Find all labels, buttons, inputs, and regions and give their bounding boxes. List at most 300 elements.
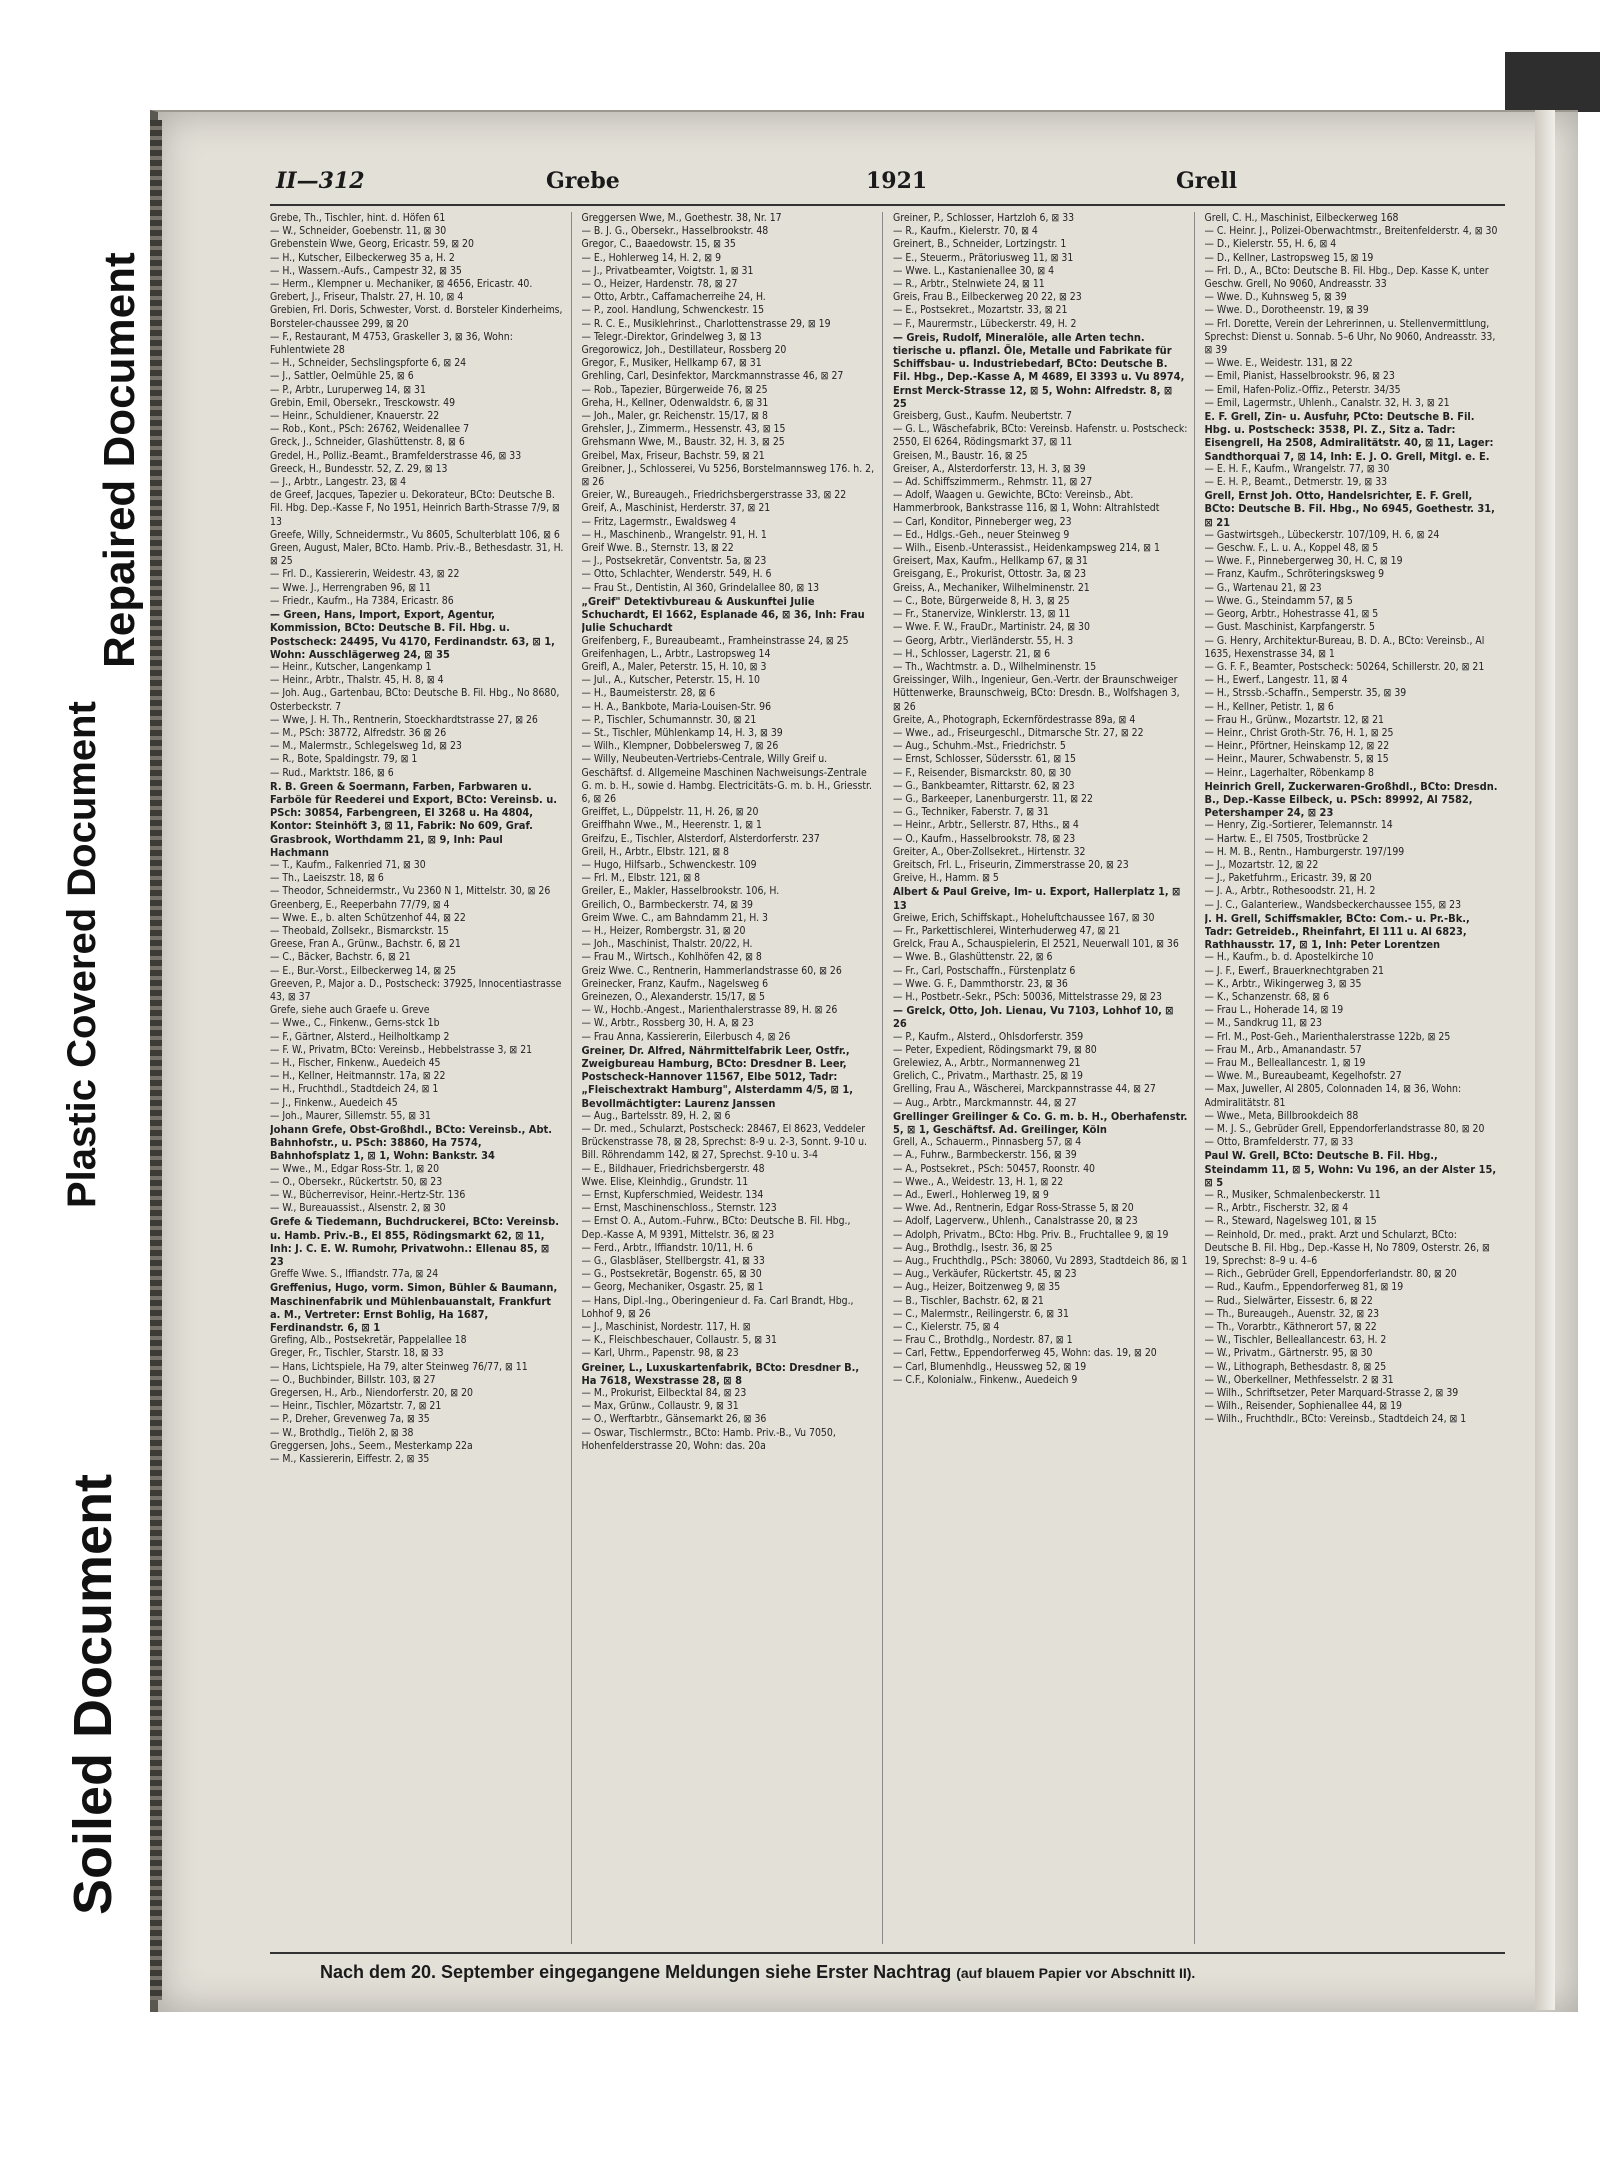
directory-entry: — B., Tischler, Bachstr. 62, ⊠ 21: [893, 1294, 1044, 1307]
directory-entry: Grell, Ernst Joh. Otto, Handelsrichter, E. F. Grell, BCto: Deutsche B. Fil. Hbg., No 6945, Goethestr. 31, ⊠ 21: [1204, 489, 1495, 529]
directory-entry: — Geschw. F., L. u. A., Koppel 48, ⊠ 5: [1204, 542, 1379, 555]
directory-entry: — Hans, Dipl.-Ing., Oberingenieur d. Fa. Carl Brandt, Hbg., Lohhof 9, ⊠ 26: [581, 1294, 854, 1320]
directory-entry: — Carl, Fettw., Eppendorferweg 45, Wohn: das. 19, ⊠ 20: [893, 1347, 1157, 1360]
directory-entry: — Fritz, Lagermstr., Ewaldsweg 4: [581, 515, 737, 528]
directory-entry: — J. A., Arbtr., Rothesoodstr. 21, H. 2: [1204, 885, 1376, 898]
scanner-corner-bar: [1505, 52, 1600, 112]
directory-entry: — Heinr., Christ Groth-Str. 76, H. 1, ⊠ 25: [1204, 726, 1394, 739]
directory-entry: — Wwe. F., Pinnebergerweg 30, H. C, ⊠ 19: [1204, 555, 1403, 568]
directory-column-3: [893, 212, 1195, 1944]
directory-entry: Greif, A., Maschinist, Herderstr. 37, ⊠ 21: [581, 502, 771, 515]
directory-entry: — Oswar, Tischlermstr., BCto: Hamb. Priv.-B., Vu 7050, Hohenfelderstrasse 20, Wohn: das. 20a: [581, 1426, 836, 1452]
directory-entry: — Georg, Mechaniker, Osgastr. 25, ⊠ 1: [581, 1281, 764, 1294]
directory-entry: Greisen, M., Baustr. 16, ⊠ 25: [893, 449, 1028, 462]
directory-entry: — Aug., Arbtr., Marckmannstr. 44, ⊠ 27: [893, 1096, 1077, 1109]
directory-entry: Greiner, L., Luxuskartenfabrik, BCto: Dresdner B., Ha 7618, Wexstrasse 28, ⊠ 8: [581, 1360, 860, 1387]
directory-entry: Greilich, O., Barmbeckerstr. 74, ⊠ 39: [581, 898, 753, 911]
header-right-name: Grell: [1176, 168, 1238, 194]
directory-entry: — Wilh., Fruchthdlr., BCto: Vereinsb., Stadtdeich 24, ⊠ 1: [1204, 1413, 1467, 1426]
directory-entry: Grell, C. H., Maschinist, Eilbeckerweg 168: [1204, 212, 1399, 224]
directory-entry: — C., Malermstr., Reilingerstr. 6, ⊠ 31: [893, 1307, 1069, 1320]
directory-entry: — Frau L., Hoherade 14, ⊠ 19: [1204, 1004, 1344, 1017]
directory-entry: — W., Bureauassist., Alsenstr. 2, ⊠ 30: [270, 1202, 446, 1215]
binding-edge: [150, 120, 162, 2000]
directory-entry: — Gust. Maschinist, Karpfangerstr. 5: [1204, 621, 1376, 634]
directory-entry: — Max, Juweller, Al 2805, Colonnaden 14, ⊠ 36, Wohn: Admiralitätstr. 81: [1204, 1083, 1462, 1109]
directory-entry: Greeven, P., Major a. D., Postscheck: 37925, Innocentiastrasse 43, ⊠ 37: [270, 977, 562, 1003]
directory-entry: — E. H. F., Kaufm., Wrangelstr. 77, ⊠ 30: [1204, 462, 1390, 475]
directory-entry: Grelewiez, A., Arbtr., Normannenweg 21: [893, 1057, 1081, 1069]
directory-entry: — Ad. Schiffszimmerm., Rehmstr. 11, ⊠ 27: [893, 476, 1093, 489]
directory-entry: Greisberg, Gust., Kaufm. Neubertstr. 7: [893, 410, 1073, 423]
directory-entry: — K., Fleischbeschauer, Collaustr. 5, ⊠ 31: [581, 1334, 777, 1347]
directory-entry: — A., Fuhrw., Barmbeckerstr. 156, ⊠ 39: [893, 1149, 1077, 1162]
directory-entry: — Joh., Maurer, Sillemstr. 55, ⊠ 31: [270, 1109, 431, 1122]
directory-entry: — H. A., Bankbote, Maria-Louisen-Str. 96: [581, 700, 772, 713]
directory-entry: — Heinr., Arbtr., Sellerstr. 87, Hths., ⊠ 4: [893, 819, 1079, 832]
directory-entry: Greiss, A., Mechaniker, Wilhelminenstr. 21: [893, 581, 1090, 594]
directory-entry: — Wwe., C., Finkenw., Gerns-stck 1b: [270, 1017, 440, 1030]
directory-entry: Greiffhahn Wwe., M., Heerenstr. 1, ⊠ 1: [581, 819, 762, 832]
directory-entry: — Wwe. F. W., FrauDr., Martinistr. 24, ⊠ 30: [893, 621, 1090, 634]
directory-entry: — Friedr., Kaufm., Ha 7384, Ericastr. 86: [270, 594, 454, 607]
directory-entry: — Frau M., Arb., Amanandastr. 57: [1204, 1043, 1362, 1056]
directory-entry: — Fr., Stanervize, Winklerstr. 13, ⊠ 11: [893, 608, 1071, 621]
directory-entry: — H., Kellner, Petistr. 1, ⊠ 6: [1204, 700, 1334, 713]
directory-entry: — Theobald, Zollsekr., Bismarckstr. 15: [270, 924, 449, 937]
directory-entry: — Wwe. Ad., Rentnerin, Edgar Ross-Strasse 5, ⊠ 20: [893, 1202, 1134, 1215]
directory-entry: — O., Buchbinder, Billstr. 103, ⊠ 27: [270, 1373, 436, 1386]
directory-entry: — Aug., Fruchthdlg., PSch: 38060, Vu 2893, Stadtdeich 86, ⊠ 1: [893, 1255, 1188, 1268]
directory-entry: — St., Tischler, Mühlenkamp 14, H. 3, ⊠ 39: [581, 726, 783, 739]
directory-entry: Grehsler, J., Zimmerm., Hessenstr. 43, ⊠ 15: [581, 423, 786, 436]
directory-entry: — T., Kaufm., Falkenried 71, ⊠ 30: [270, 858, 426, 871]
directory-entry: — Wwe. G. F., Dammthorstr. 23, ⊠ 36: [893, 977, 1068, 990]
directory-entry: — F., Restaurant, M 4753, Graskeller 3, ⊠ 36, Wohn: Fuhlentwiete 28: [270, 330, 513, 357]
directory-entry: — Frau H., Grünw., Mozartstr. 12, ⊠ 21: [1204, 713, 1384, 726]
plastic-covered-document-label: Plastic Covered Document: [60, 701, 104, 1208]
repaired-document-label: Repaired Document: [95, 252, 144, 668]
directory-entry: E. F. Grell, Zin- u. Ausfuhr, PCto: Deutsche B. Fil. Hbg. u. Postscheck: 3538, Pl. Z., Sitz a. Tadr: Eisengrell, Ha 2508, Admiralitätstr. 40, ⊠ 11, Lager: Sandthorquai 7, ⊠ 14, Inh: E. J. O. Grell, Mitgl. e. E.: [1204, 410, 1494, 463]
directory-entry: — E., Bildhauer, Friedrichsbergerstr. 48: [581, 1162, 765, 1175]
directory-entry: „Greif" Detektivbureau & Auskunftei Julie Schuchardt, El 1662, Esplanade 46, ⊠ 36, Inh: Frau Julie Schuchardt: [581, 594, 865, 635]
directory-entry: — M., Kassiererin, Eiffestr. 2, ⊠ 35: [270, 1453, 430, 1466]
directory-entry: Greiner, P., Schlosser, Hartzloh 6, ⊠ 33: [893, 212, 1075, 224]
directory-entry: — Heinr., Arbtr., Thalstr. 45, H. 8, ⊠ 4: [270, 674, 444, 687]
directory-entry: — E., Postsekret., Mozartstr. 33, ⊠ 21: [893, 304, 1068, 317]
directory-entry: — P., zool. Handlung, Schwenckestr. 15: [581, 304, 765, 317]
directory-entry: — H., Fruchthdl., Stadtdeich 24, ⊠ 1: [270, 1083, 439, 1096]
directory-entry: — Frau M., Wirtsch., Kohlhöfen 42, ⊠ 8: [581, 951, 762, 964]
directory-entry: Grell, A., Schauerm., Pinnasberg 57, ⊠ 4: [893, 1136, 1082, 1149]
directory-entry: — J., Arbtr., Langestr. 23, ⊠ 4: [270, 476, 407, 489]
directory-entry: Grefe, siehe auch Graefe u. Greve: [270, 1004, 430, 1017]
directory-entry: — G. L., Wäschefabrik, BCto: Vereinsb. Hafenstr. u. Postscheck: 2550, El 6264, Rödingsmarkt 37, ⊠ 11: [893, 423, 1188, 449]
directory-entry: Gregor, C., Baaedowstr. 15, ⊠ 35: [581, 238, 736, 251]
directory-entry: Albert & Paul Greive, Im- u. Export, Hallerplatz 1, ⊠ 13: [893, 885, 1181, 912]
directory-entry: — G., Barkeeper, Lanenburgerstr. 11, ⊠ 22: [893, 792, 1093, 805]
directory-entry: Grehsmann Wwe, M., Baustr. 32, H. 3, ⊠ 25: [581, 436, 785, 449]
directory-entry: — Gastwirtsgeh., Lübeckerstr. 107/109, H. 6, ⊠ 24: [1204, 528, 1440, 541]
directory-entry: — Theodor, Schneidermstr., Vu 2360 N 1, Mittelstr. 30, ⊠ 26: [270, 885, 551, 898]
directory-entry: — Otto, Schlachter, Wenderstr. 549, H. 6: [581, 568, 772, 581]
directory-entry: — Frl. M., Elbstr. 121, ⊠ 8: [581, 872, 701, 885]
directory-entry: Greifenhagen, L., Arbtr., Lastropsweg 14: [581, 647, 771, 660]
directory-entry: — Ed., Hdlgs.-Geh., neuer Steinweg 9: [893, 528, 1070, 541]
directory-entry: Greiter, A., Ober-Zollsekret., Hirtenstr. 32: [893, 845, 1086, 858]
directory-entry: — Wwe. E., Weidestr. 131, ⊠ 22: [1204, 357, 1353, 370]
directory-entry: — K., Arbtr., Wikingerweg 3, ⊠ 35: [1204, 977, 1362, 990]
directory-entry: — Otto, Arbtr., Caffamacherreihe 24, H.: [581, 291, 766, 304]
directory-entry: — Grelck, Otto, Joh. Lienau, Vu 7103, Lohhof 10, ⊠ 26: [893, 1004, 1174, 1031]
directory-entry: — C.F., Kolonialw., Finkenw., Auedeich 9: [893, 1373, 1078, 1386]
directory-entry: — Aug., Verkäufer, Rückertstr. 45, ⊠ 23: [893, 1268, 1077, 1281]
directory-entry: de Greef, Jacques, Tapezier u. Dekorateur, BCto: Deutsche B. Fil. Hbg. Dep.-Kasse F, No 1951, Heinrich Barth-Strasse 7/9, ⊠ 13: [270, 489, 560, 528]
directory-entry: — E., Hohlerweg 14, H. 2, ⊠ 9: [581, 251, 722, 264]
directory-entry: Greier, W., Bureaugeh., Friedrichsbergerstrasse 33, ⊠ 22: [581, 489, 847, 502]
directory-column-4: [1205, 212, 1506, 1944]
directory-entry: — O., Obersekr., Rückertstr. 50, ⊠ 23: [270, 1175, 443, 1188]
directory-entry: Green, August, Maler, BCto. Hamb. Priv.-B., Bethesdastr. 31, H. ⊠ 25: [270, 542, 564, 568]
directory-entry: Grefing, Alb., Postsekretär, Pappelallee 18: [270, 1334, 467, 1347]
directory-entry: Greifenberg, F., Bureaubeamt., Framheinstrasse 24, ⊠ 25: [581, 634, 849, 647]
directory-entry: — G., Wartenau 21, ⊠ 23: [1204, 581, 1322, 594]
directory-entry: — Otto, Bramfelderstr. 77, ⊠ 33: [1204, 1136, 1354, 1149]
directory-entry: — G., Glasbläser, Stellbergstr. 41, ⊠ 33: [581, 1255, 765, 1268]
directory-entry: J. H. Grell, Schiffsmakler, BCto: Com.- u. Pr.-Bk., Tadr: Getreideb., Rheinfahrt, El 111 u. Al 6823, Rathhausstr. 17, ⊠ 1, Inh: Peter Lorentzen: [1204, 911, 1470, 952]
directory-entry: — Peter, Expedient, Rödingsmarkt 79, ⊠ 80: [893, 1043, 1097, 1056]
directory-entry: — C. Heinr. J., Polizei-Oberwachtmstr., Breitenfelderstr. 4, ⊠ 30: [1204, 225, 1498, 238]
directory-entry: Greiz Wwe. C., Rentnerin, Hammerlandstrasse 60, ⊠ 26: [581, 964, 842, 977]
directory-entry: Greiwe, Erich, Schiffskapt., Hoheluftchaussee 167, ⊠ 30: [893, 911, 1155, 924]
directory-entry: — M., Malermstr., Schlegelsweg 1d, ⊠ 23: [270, 740, 462, 753]
header-rule: [270, 204, 1505, 206]
directory-entry: — H., Maschinenb., Wrangelstr. 91, H. 1: [581, 528, 767, 541]
directory-entry: — Ernst, Maschinenschloss., Sternstr. 123: [581, 1202, 777, 1215]
directory-entry: — C., Kielerstr. 75, ⊠ 4: [893, 1321, 1000, 1334]
directory-entry: — Telegr.-Direktor, Grindelweg 3, ⊠ 13: [581, 330, 762, 343]
directory-entry: — Rud., Marktstr. 186, ⊠ 6: [270, 766, 394, 779]
directory-entry: Grebin, Emil, Obersekr., Tresckowstr. 49: [270, 396, 456, 409]
directory-entry: — M., Prokurist, Eilbecktal 84, ⊠ 23: [581, 1387, 747, 1400]
directory-entry: — H., Ewerf., Langestr. 11, ⊠ 4: [1204, 674, 1348, 687]
directory-entry: — G., Postsekretär, Bogenstr. 65, ⊠ 30: [581, 1268, 762, 1281]
directory-entry: — F., Gärtner, Alsterd., Heilholtkamp 2: [270, 1030, 450, 1043]
directory-entry: — Wwe. E., b. alten Schützenhof 44, ⊠ 22: [270, 911, 466, 924]
directory-entry: — Frl. D., A., BCto: Deutsche B. Fil. Hbg., Dep. Kasse K, unter Geschw. Grell, No 9060, Andreasstr. 33: [1204, 264, 1489, 291]
directory-entry: — H., Kellner, Heitmannstr. 17a, ⊠ 22: [270, 1070, 446, 1083]
directory-entry: — Carl, Blumenhdlg., Heussweg 52, ⊠ 19: [893, 1360, 1087, 1373]
directory-entry: — E., Bur.-Vorst., Eilbeckerweg 14, ⊠ 25: [270, 964, 457, 977]
directory-entry: — J., Postsekretär, Conventstr. 5a, ⊠ 23: [581, 555, 767, 568]
directory-entry: — Frau Anna, Kassiererin, Eilerbusch 4, ⊠ 26: [581, 1030, 791, 1043]
directory-entry: Greck, J., Schneider, Glashüttenstr. 8, ⊠ 6: [270, 436, 465, 449]
directory-entry: — Wwe. G., Steindamm 57, ⊠ 5: [1204, 594, 1353, 607]
directory-entry: — Greis, Rudolf, Mineralöle, alle Arten techn. tierische u. pflanzl. Öle, Metalle und Fabrikate für Schiffsbau- u. Industriebedarf, BCto: Deutsche B. Fil. Hbg., Dep.-Kasse A, M 4689, El 3393 u. Vu 8974, Ernst Merck-Strasse 12, ⊠ 5, Wohn: Alfredstr. 8, ⊠ 25: [893, 330, 1185, 410]
directory-entry: — H., Fischer, Finkenw., Auedeich 45: [270, 1057, 441, 1069]
directory-entry: — Rud., Sielwärter, Eissestr. 6, ⊠ 22: [1204, 1294, 1373, 1307]
directory-entry: — Th., Vorarbtr., Käthnerort 57, ⊠ 22: [1204, 1321, 1377, 1334]
directory-entry: — F., Reisender, Bismarckstr. 80, ⊠ 30: [893, 766, 1072, 779]
directory-entry: — W., Brothdlg., Tielöh 2, ⊠ 38: [270, 1426, 414, 1439]
directory-entry: — Aug., Heizer, Boitzenweg 9, ⊠ 35: [893, 1281, 1061, 1294]
directory-entry: Grelling, Frau A., Wäscherei, Marckpannstrasse 44, ⊠ 27: [893, 1083, 1156, 1096]
directory-entry: — Willy, Neubeuten-Vertriebs-Centrale, Willy Greif u. Geschäftsf. d. Allgemeine Maschinen Nachweisungs-Zentrale G. m. b. H., sowie d. Hambg. Electricitäts-G. m. b. H., Griesstr. 6, ⊠ 26: [581, 753, 872, 805]
directory-entry: — Ernst, Schlosser, Südersstr. 61, ⊠ 15: [893, 753, 1077, 766]
directory-entry: — P., Dreher, Grevenweg 7a, ⊠ 35: [270, 1413, 430, 1426]
directory-entry: — M. J. S., Gebrüder Grell, Eppendorferlandstrasse 80, ⊠ 20: [1204, 1123, 1485, 1136]
directory-entry: — B. J. G., Obersekr., Hasselbrookstr. 48: [581, 225, 769, 238]
directory-entry: — Wilh., Schriftsetzer, Peter Marquard-Strasse 2, ⊠ 39: [1204, 1387, 1459, 1400]
directory-entry: Johann Grefe, Obst-Großhdl., BCto: Vereinsb., Abt. Bahnhofstr., u. PSch: 38860, Ha 7574, Bahnhofsplatz 1, ⊠ 1, Wohn: Bankstr. 34: [270, 1123, 553, 1163]
directory-entry: — W., Privatm., Gärtnerstr. 95, ⊠ 30: [1204, 1347, 1373, 1360]
directory-entry: Greiffet, L., Düppelstr. 11, H. 26, ⊠ 20: [581, 806, 759, 819]
directory-entry: — Dr. med., Schularzt, Postscheck: 28467, El 8623, Veddeler Brückenstrasse 78, ⊠ 28, Sprechst: 8-9 u. 2-3, Sonnt. 9-10 u. Bill. Röhrendamm 142, ⊠ 27, Sprechst. 9-10 u. 3-4: [581, 1123, 867, 1162]
directory-entry: — G., Bankbeamter, Rittarstr. 62, ⊠ 23: [893, 779, 1075, 792]
directory-entry: Greim Wwe. C., am Bahndamm 21, H. 3: [581, 911, 768, 924]
directory-entry: Grebien, Frl. Doris, Schwester, Vorst. d. Borsteler Kinderheims, Borsteler-chaussee 299, ⊠ 20: [270, 304, 563, 330]
directory-entry: Grebenstein Wwe, Georg, Ericastr. 59, ⊠ 20: [270, 238, 474, 251]
directory-entry: Heinrich Grell, Zuckerwaren-Großhdl., BCto: Dresdn. B., Dep.-Kasse Eilbeck, u. PSch: 89992, Al 7582, Petershamper 24, ⊠ 23: [1204, 779, 1498, 820]
directory-entry: — Franz, Kaufm., Schröteringsksweg 9: [1204, 568, 1385, 581]
page-edge: [1535, 110, 1555, 2010]
directory-entry: — Reinhold, Dr. med., prakt. Arzt und Schularzt, BCto: Deutsche B. Fil. Hbg., Dep.-Kasse H, No 7809, Osterstr. 26, ⊠ 19, Sprechst: 8–9 u. 4–6: [1204, 1228, 1490, 1268]
directory-entry: — Adolf, Lagerverw., Uhlenh., Canalstrasse 20, ⊠ 23: [893, 1215, 1138, 1228]
directory-entry: — H., Kaufm., b. d. Apostelkirche 10: [1204, 951, 1374, 964]
directory-entry: — Joh., Maschinist, Thalstr. 20/22, H.: [581, 938, 753, 951]
directory-entry: — Jul., A., Kutscher, Peterstr. 15, H. 10: [581, 674, 760, 687]
directory-entry: — Ferd., Arbtr., Iffiandstr. 10/11, H. 6: [581, 1241, 753, 1254]
directory-entry: — Aug., Bartelsstr. 89, H. 2, ⊠ 6: [581, 1109, 731, 1122]
directory-entry: — Ernst O. A., Autom.-Fuhrw., BCto: Deutsche B. Fil. Hbg., Dep.-Kasse A, M 9391, Mittelstr. 36, ⊠ 23: [581, 1215, 851, 1241]
directory-entry: — Green, Hans, Import, Export, Agentur, Kommission, BCto: Deutsche B. Fil. Hbg. u. Postscheck: 24495, Vu 4170, Ferdinandstr. 63, ⊠ 1, Wohn: Ausschlägerweg 24, ⊠ 35: [270, 608, 555, 661]
directory-entry: Gregor, F., Musiker, Hellkamp 67, ⊠ 31: [581, 357, 762, 370]
directory-entry: Greggersen Wwe, M., Goethestr. 38, Nr. 17: [581, 212, 782, 224]
directory-entry: Greha, H., Kellner, Odenwaldstr. 6, ⊠ 31: [581, 396, 769, 409]
header-left-name: Grebe: [546, 168, 620, 194]
directory-entry: — Frau St., Dentistin, Al 360, Grindelallee 80, ⊠ 13: [581, 581, 820, 594]
directory-entry: Greifl, A., Maler, Peterstr. 15, H. 10, ⊠ 3: [581, 660, 767, 673]
directory-entry: — Emil, Lagermstr., Uhlenh., Canalstr. 32, H. 3, ⊠ 21: [1204, 396, 1450, 409]
directory-entry: — D., Kielerstr. 55, H. 6, ⊠ 4: [1204, 238, 1337, 251]
directory-entry: Greibner, J., Schlosserei, Vu 5256, Borstelmannsweg 176. h. 2, ⊠ 26: [581, 462, 875, 489]
directory-entry: — D., Kellner, Lastropsweg 15, ⊠ 19: [1204, 251, 1374, 264]
directory-entry: — E. H. P., Beamt., Detmerstr. 19, ⊠ 33: [1204, 476, 1388, 489]
directory-entry: — W., Lithograph, Bethesdastr. 8, ⊠ 25: [1204, 1360, 1387, 1373]
directory-entry: — Wwe. L., Kastanienallee 30, ⊠ 4: [893, 264, 1055, 277]
directory-entry: Greis, Frau B., Eilbeckerweg 20 22, ⊠ 23: [893, 291, 1082, 304]
directory-entry: — W., Arbtr., Rossberg 30, H. A, ⊠ 23: [581, 1017, 754, 1030]
directory-entry: Grebe, Th., Tischler, hint. d. Höfen 61: [270, 212, 446, 224]
directory-entry: — P., Tischler, Schumannstr. 30, ⊠ 21: [581, 713, 757, 726]
footer-main-text: Nach dem 20. September eingegangene Meldungen siehe Erster Nachtrag: [320, 1962, 952, 1982]
directory-entry: — F., Maurermstr., Lübeckerstr. 49, H. 2: [893, 317, 1077, 330]
page-number: II—312: [276, 168, 365, 194]
directory-entry: — W., Oberkellner, Methfesselstr. 2 ⊠ 31: [1204, 1373, 1394, 1386]
directory-entry: Greinezen, O., Alexanderstr. 15/17, ⊠ 5: [581, 990, 765, 1003]
directory-entry: Grebert, J., Friseur, Thalstr. 27, H. 10, ⊠ 4: [270, 291, 464, 304]
directory-entry: — J., Paketfuhrm., Ericastr. 39, ⊠ 20: [1204, 872, 1372, 885]
directory-entry: — R. C. E., Musiklehrinst., Charlottenstrasse 29, ⊠ 19: [581, 317, 831, 330]
directory-entry: — Wilh., Eisenb.-Unterassist., Heidenkampsweg 214, ⊠ 1: [893, 542, 1160, 555]
directory-entry: Greeck, H., Bundesstr. 52, Z. 29, ⊠ 13: [270, 462, 448, 475]
directory-entry: — Th., Wachtmstr. a. D., Wilhelminenstr. 15: [893, 660, 1097, 673]
directory-entry: Greil, H., Arbtr., Elbstr. 121, ⊠ 8: [581, 845, 729, 858]
directory-entry: — J., Finkenw., Auedeich 45: [270, 1096, 398, 1109]
directory-entry: — Wwe. D., Dorotheenstr. 19, ⊠ 39: [1204, 304, 1369, 317]
directory-entry: — Georg, Arbtr., Vierländerstr. 55, H. 3: [893, 634, 1074, 647]
footer-note: [320, 1962, 1480, 1983]
directory-entry: Greiser, A., Alsterdorferstr. 13, H. 3, ⊠ 39: [893, 462, 1086, 475]
directory-entry: — O., Kaufm., Hasselbrookstr. 78, ⊠ 23: [893, 832, 1076, 845]
directory-entry: — Joh. Aug., Gartenbau, BCto: Deutsche B. Fil. Hbg., No 8680, Osterbeckstr. 7: [270, 687, 560, 713]
directory-entry: — Heinr., Lagerhalter, Röbenkamp 8: [1204, 766, 1374, 779]
directory-entry: — Carl, Konditor, Pinneberger weg, 23: [893, 515, 1072, 528]
directory-entry: — J. C., Galanteriew., Wandsbeckerchaussee 155, ⊠ 23: [1204, 898, 1462, 911]
directory-entry: — Frl. D., Kassiererin, Weidestr. 43, ⊠ 22: [270, 568, 460, 581]
directory-entry: — E., Steuerm., Prätoriusweg 11, ⊠ 31: [893, 251, 1074, 264]
directory-column-2: [582, 212, 884, 1944]
directory-entry: Greenberg, E., Reeperbahn 77/79, ⊠ 4: [270, 898, 450, 911]
directory-entry: — Karl, Uhrm., Papenstr. 98, ⊠ 23: [581, 1347, 739, 1360]
directory-entry: — Wwe. J., Herrengraben 96, ⊠ 11: [270, 581, 431, 594]
directory-entry: Gregorowicz, Joh., Destillateur, Rossberg 20: [581, 344, 787, 357]
directory-entry: — Frau M., Belleallancestr. 1, ⊠ 19: [1204, 1057, 1366, 1069]
directory-entry: — W., Schneider, Goebenstr. 11, ⊠ 30: [270, 225, 447, 238]
directory-entry: — Heinr., Pförtner, Heinskamp 12, ⊠ 22: [1204, 740, 1390, 753]
directory-entry: — Rich., Gebrüder Grell, Eppendorferlandstr. 80, ⊠ 20: [1204, 1268, 1457, 1281]
directory-entry: — H., Strssb.-Schaffn., Semperstr. 35, ⊠ 39: [1204, 687, 1407, 700]
directory-entry: — H., Schlosser, Lagerstr. 21, ⊠ 6: [893, 647, 1051, 660]
directory-entry: — Heinr., Maurer, Schwabenstr. 5, ⊠ 15: [1204, 753, 1389, 766]
directory-entry: — Emil, Hafen-Poliz.-Offiz., Peterstr. 34/35: [1204, 383, 1401, 396]
directory-entry: Greinecker, Franz, Kaufm., Nagelsweg 6: [581, 977, 769, 990]
directory-entry: Greitsch, Frl. L., Friseurin, Zimmerstrasse 20, ⊠ 23: [893, 858, 1129, 871]
directory-entry: — A., Postsekret., PSch: 50457, Roonstr. 40: [893, 1162, 1095, 1175]
directory-entry: — Adolf, Waagen u. Gewichte, BCto: Vereinsb., Abt. Hammerbrook, Bankstrasse 116, ⊠ 1, Wohn: Altrahlstedt: [893, 489, 1160, 515]
directory-entry: Greiner, Dr. Alfred, Nährmittelfabrik Leer, Ostfr., Zweigbureau Hamburg, BCto: Dresdner B. Leer, Postscheck-Hannover 11567, Elbe 5012, Tadr: „Fleischextrakt Hamburg", Alsterdamm 4/5, ⊠ 1, Bevollmächtigter: Laurenz Janssen: [581, 1043, 853, 1110]
directory-entry: — J., Sattler, Oelmühle 25, ⊠ 6: [270, 370, 414, 383]
directory-entry: — F. W., Privatm, BCto: Vereinsb., Hebbelstrasse 3, ⊠ 21: [270, 1043, 533, 1056]
directory-entry: Greffenius, Hugo, vorm. Simon, Bühler & Baumann, Maschinenfabrik und Mühlenbauanstalt, Frankfurt a. M., Vertreter: Ernst Bohlig, Ha 1687, Ferdinandstr. 6, ⊠ 1: [270, 1281, 558, 1335]
directory-entry: — R., Kaufm., Kielerstr. 70, ⊠ 4: [893, 225, 1038, 238]
directory-entry: — Frl. M., Post-Geh., Marienthalerstrasse 122b, ⊠ 25: [1204, 1030, 1451, 1043]
directory-entry: — G. Henry, Architektur-Bureau, B. D. A., BCto: Vereinsb., Al 1635, Hexenstrasse 34, ⊠ 1: [1204, 634, 1485, 660]
soiled-document-label: Soiled Document: [63, 1473, 123, 1915]
directory-entry: — Heinr., Schuldiener, Knauerstr. 22: [270, 410, 440, 423]
directory-entry: — R., Steward, Nagelsweg 101, ⊠ 15: [1204, 1215, 1377, 1228]
directory-entry: — J., Maschinist, Nordestr. 117, H. ⊠: [581, 1321, 751, 1334]
directory-entry: — Emil, Pianist, Hasselbrookstr. 96, ⊠ 23: [1204, 370, 1395, 383]
directory-entry: — M., Sandkrug 11, ⊠ 23: [1204, 1017, 1322, 1030]
directory-entry: Grelck, Frau A., Schauspielerin, El 2521, Neuerwall 101, ⊠ 36: [893, 938, 1179, 951]
directory-entry: — Hartw. E., El 7505, Trostbrücke 2: [1204, 832, 1369, 845]
directory-entry: Greese, Fran A., Grünw., Bachstr. 6, ⊠ 21: [270, 938, 461, 951]
directory-entry: Greifzu, E., Tischler, Alsterdorf, Alsterdorferstr. 237: [581, 832, 820, 845]
directory-entry: — Henry, Zig.-Sortierer, Telemannstr. 14: [1204, 819, 1393, 832]
directory-entry: Greinert, B., Schneider, Lortzingstr. 1: [893, 238, 1067, 251]
directory-entry: Gredel, H., Polliz.-Beamt., Bramfelderstrasse 46, ⊠ 33: [270, 449, 522, 462]
directory-entry: Grefe & Tiedemann, Buchdruckerei, BCto: Vereinsb. u. Hamb. Priv.-B., El 855, Rödingsmarkt 62, ⊠ 11, Inh: J. C. E. W. Rumohr, Privatwohn.: Ellenau 85, ⊠ 23: [270, 1215, 560, 1269]
directory-entry: Greffe Wwe. S., Iffiandstr. 77a, ⊠ 24: [270, 1268, 439, 1281]
directory-entry: — Aug., Schuhm.-Mst., Friedrichstr. 5: [893, 740, 1066, 753]
directory-entry: Grelich, C., Privatm., Marthastr. 25, ⊠ 19: [893, 1070, 1083, 1083]
directory-entry: — Frau C., Brothdlg., Nordestr. 87, ⊠ 1: [893, 1334, 1073, 1347]
header-year: 1921: [866, 168, 928, 194]
directory-entry: Gregersen, H., Arb., Niendorferstr. 20, ⊠ 20: [270, 1387, 473, 1400]
directory-entry: — M., PSch: 38772, Alfredstr. 36 ⊠ 26: [270, 726, 447, 739]
directory-entry: — Wwe. M., Bureaubeamt, Kegelhofstr. 27: [1204, 1070, 1402, 1083]
directory-entry: — Fr., Carl, Postschaffn., Fürstenplatz 6: [893, 964, 1076, 977]
directory-entry: R. B. Green & Soermann, Farben, Farbwaren u. Farböle für Reederei und Export, BCto: Vereinsb. u. PSch: 30854, Farbengreen, El 3268 u. Ha 4804, Kontor: Steinhöft 3, ⊠ 11, Fabrik: No 609, Graf. Grasbrook, Worthdamm 21, ⊠ 9, Inh: Paul Hachmann: [270, 779, 558, 859]
directory-entry: — Hans, Lichtspiele, Ha 79, alter Steinweg 76/77, ⊠ 11: [270, 1360, 528, 1373]
directory-column-1: [270, 212, 572, 1944]
directory-entry: — Herm., Klempner u. Mechaniker, ⊠ 4656, Ericastr. 40.: [270, 278, 533, 291]
directory-columns: [270, 212, 1505, 1944]
directory-entry: Grehling, Carl, Desinfektor, Marckmannstrasse 46, ⊠ 27: [581, 370, 844, 383]
directory-entry: — J. F., Ewerf., Brauerknechtgraben 21: [1204, 964, 1385, 977]
directory-entry: — Georg, Arbtr., Hohestrasse 41, ⊠ 5: [1204, 608, 1379, 621]
directory-entry: Greefe, Willy, Schneidermstr., Vu 8605, Schulterblatt 106, ⊠ 6: [270, 528, 560, 541]
directory-entry: — Wwe., M., Edgar Ross-Str. 1, ⊠ 20: [270, 1162, 440, 1175]
directory-entry: — O., Heizer, Hardenstr. 78, ⊠ 27: [581, 278, 738, 291]
directory-entry: — Wilh., Klempner, Dobbelersweg 7, ⊠ 26: [581, 740, 779, 753]
directory-entry: — G. F. F., Beamter, Postscheck: 50264, Schillerstr. 20, ⊠ 21: [1204, 660, 1485, 673]
directory-entry: Greite, A., Photograph, Eckernfördestrasse 89a, ⊠ 4: [893, 713, 1136, 726]
directory-entry: — H., Schneider, Sechslingspforte 6, ⊠ 24: [270, 357, 467, 370]
directory-entry: Greisgang, E., Prokurist, Ottostr. 3a, ⊠ 23: [893, 568, 1087, 581]
directory-entry: — Wwe. D., Kuhnsweg 5, ⊠ 39: [1204, 291, 1347, 304]
directory-entry: — C., Bäcker, Bachstr. 6, ⊠ 21: [270, 951, 411, 964]
directory-entry: Greissinger, Wilh., Ingenieur, Gen.-Vertr. der Braunschweiger Hüttenwerke, Braunschweig, BCto: Dresdn. B., Wolfshagen 3, ⊠ 26: [893, 674, 1180, 713]
directory-entry: — H., Wassern.-Aufs., Campestr 32, ⊠ 35: [270, 264, 462, 277]
directory-entry: Greiler, E., Makler, Hasselbrookstr. 106, H.: [581, 885, 780, 898]
directory-entry: — Rob., Kont., PSch: 26762, Weidenallee 7: [270, 423, 470, 436]
directory-entry: — R., Arbtr., Stelnwiete 24, ⊠ 11: [893, 278, 1045, 291]
directory-entry: Wwe. Elise, Kleinhdig., Grundstr. 11: [581, 1175, 749, 1188]
directory-entry: — W., Bücherrevisor, Heinr.-Hertz-Str. 136: [270, 1189, 466, 1202]
directory-entry: — K., Schanzenstr. 68, ⊠ 6: [1204, 990, 1330, 1003]
directory-entry: — Frl. Dorette, Verein der Lehrerinnen, u. Stellenvermittlung, Sprechst: Dienst u. Sonnab. 5–6 Uhr, No 9060, Andreasstr. 33, ⊠ 39: [1204, 317, 1496, 357]
directory-entry: — Wwe, J. H. Th., Rentnerin, Stoeckhardtstrasse 27, ⊠ 26: [270, 713, 538, 726]
directory-entry: — J., Mozartstr. 12, ⊠ 22: [1204, 858, 1319, 871]
directory-entry: Greif Wwe. B., Sternstr. 13, ⊠ 22: [581, 542, 734, 555]
directory-entry: — R., Arbtr., Fischerstr. 32, ⊠ 4: [1204, 1202, 1349, 1215]
directory-entry: — W., Hochb.-Angest., Marienthalerstrasse 89, H. ⊠ 26: [581, 1004, 838, 1017]
directory-entry: — C., Bote, Bürgerweide 8, H. 3, ⊠ 25: [893, 594, 1070, 607]
directory-entry: — Ad., Ewerl., Hohlerweg 19, ⊠ 9: [893, 1189, 1049, 1202]
directory-entry: — Wwe., Meta, Billbrookdeich 88: [1204, 1109, 1359, 1122]
directory-entry: Greisert, Max, Kaufm., Hellkamp 67, ⊠ 31: [893, 555, 1088, 568]
directory-entry: — H., Heizer, Rombergstr. 31, ⊠ 20: [581, 924, 746, 937]
directory-entry: Greger, Fr., Tischler, Starstr. 18, ⊠ 33: [270, 1347, 444, 1360]
directory-entry: — Rob., Tapezier, Bürgerweide 76, ⊠ 25: [581, 383, 768, 396]
page-header: [276, 168, 1496, 202]
directory-entry: Greive, H., Hamm. ⊠ 5: [893, 872, 999, 885]
directory-entry: — Max, Grünw., Collaustr. 9, ⊠ 31: [581, 1400, 739, 1413]
directory-entry: — Wwe., A., Weidestr. 13, H. 1, ⊠ 22: [893, 1175, 1064, 1188]
directory-entry: — Ernst, Kupferschmied, Weidestr. 134: [581, 1189, 764, 1202]
directory-entry: — Wwe. B., Glashüttenstr. 22, ⊠ 6: [893, 951, 1053, 964]
directory-entry: — Th., Laeiszstr. 18, ⊠ 6: [270, 872, 384, 885]
directory-entry: — Heinr., Tischler, Mözartstr. 7, ⊠ 21: [270, 1400, 442, 1413]
directory-entry: Grellinger Greilinger & Co. G. m. b. H., Oberhafenstr. 5, ⊠ 1, Geschäftsf. Ad. Greilinger, Köln: [893, 1109, 1188, 1137]
directory-entry: — P., Kaufm., Alsterd., Ohlsdorferstr. 359: [893, 1030, 1084, 1043]
directory-entry: — Hugo, Hilfsarb., Schwenckestr. 109: [581, 858, 757, 871]
directory-entry: — O., Werftarbtr., Gänsemarkt 26, ⊠ 36: [581, 1413, 767, 1426]
directory-entry: — Fr., Parkettischlerei, Winterhuderweg 47, ⊠ 21: [893, 924, 1121, 937]
directory-entry: — Heinr., Kutscher, Langenkamp 1: [270, 660, 432, 673]
